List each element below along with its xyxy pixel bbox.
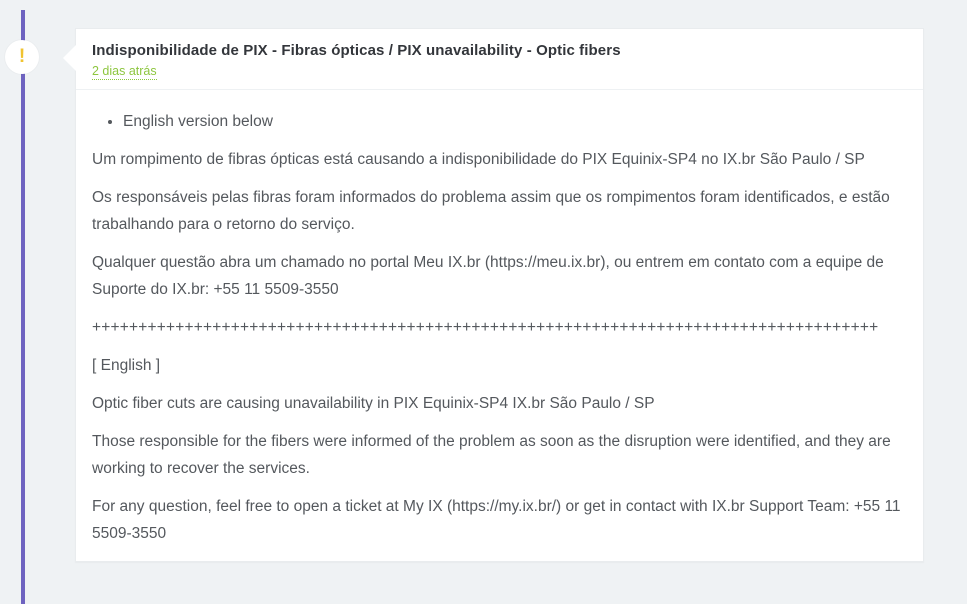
- incident-paragraph: Optic fiber cuts are causing unavailability in PIX Equinix-SP4 IX.br São Paulo / SP: [92, 395, 655, 412]
- timeline-line: [18, 10, 26, 604]
- bullet-list: [92, 108, 907, 135]
- incident-title: Indisponibilidade de PIX - Fibras ópticas / PIX unavailability - Optic fibers: [92, 42, 621, 59]
- incident-timestamp-link[interactable]: 2 dias atrás: [92, 64, 157, 78]
- incident-body: [76, 90, 923, 561]
- incident-paragraph: Um rompimento de fibras ópticas está causando a indisponibilidade do PIX Equinix-SP4 no IX.br São Paulo / SP: [92, 151, 865, 168]
- incident-header: [76, 29, 923, 90]
- exclamation-icon: !: [18, 45, 26, 67]
- incident-paragraph: Qualquer questão abra um chamado no portal Meu IX.br (https://meu.ix.br), ou entrem em contato com a equipe de Suporte do IX.br: +55 11 5509-3550: [92, 254, 884, 298]
- incident-paragraph: For any question, feel free to open a ticket at My IX (https://my.ix.br/) or get in contact with IX.br Support Team: +55 11 5509-3550: [92, 498, 901, 542]
- incident-card: [75, 28, 924, 562]
- incident-paragraph: [ English ]: [92, 357, 161, 374]
- incident-paragraph: Those responsible for the fibers were informed of the problem as soon as the disruption were identified, and they are working to recover the services.: [92, 433, 891, 477]
- incident-status-badge: [5, 40, 39, 74]
- separator-line: +++++++++++++++++++++++++++++++++++++++++++++++++++++++++++++++++++++++++++++++++++++: [92, 319, 879, 336]
- incident-paragraph: Os responsáveis pelas fibras foram informados do problema assim que os rompimentos foram identificados, e estão trabalhando para o retorno do serviço.: [92, 189, 890, 233]
- list-item: • English version below: [123, 108, 907, 135]
